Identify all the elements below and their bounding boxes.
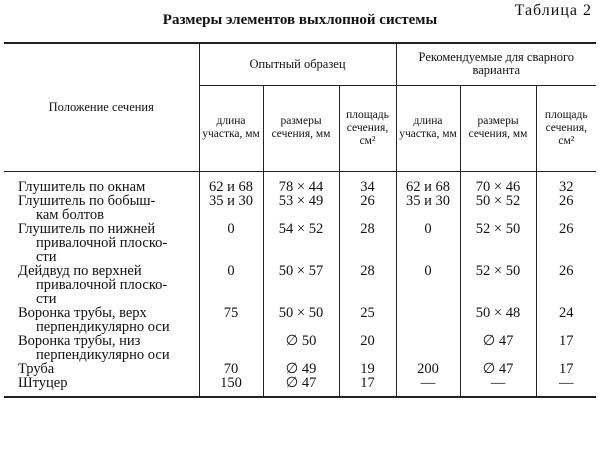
table-row [4,264,596,306]
cell-prototype-length: 0 [199,264,263,306]
position-line: привалочной плоско- [36,276,168,293]
cell-position [4,222,199,264]
cell-prototype-section-area: 19 [339,362,396,376]
cell-position [4,376,199,397]
cell-recommended-section-area: 26 [536,264,596,306]
header-group-prototype: Опытный образец [199,43,396,85]
cell-prototype-section-size: 50 × 57 [263,264,339,306]
cell-recommended-section-size: 50 × 48 [460,306,536,334]
position-line: Штуцер [18,374,68,391]
table-row [4,171,596,194]
header-prototype-section-size: размеры сечения, мм [263,85,339,171]
cell-prototype-length: 150 [199,376,263,397]
table-row [4,194,596,222]
cell-prototype-section-area: 25 [339,306,396,334]
header-group-recommended: Рекомендуемые для сварного варианта [396,43,596,85]
cell-recommended-length: 35 и 30 [396,194,460,222]
header-recommended-section-area: площадь сечения, см² [536,85,596,171]
cell-prototype-section-size: 53 × 49 [263,194,339,222]
exhaust-dimensions-table [4,42,596,398]
cell-recommended-section-area: — [536,376,596,397]
header-position: Положение сечения [4,43,199,171]
cell-prototype-section-area: 28 [339,264,396,306]
cell-prototype-section-size: ∅ 50 [263,334,339,362]
table-title: Размеры элементов выхлопной системы [162,12,438,28]
cell-prototype-length: 62 и 68 [199,171,263,194]
position-line: Дейдвуд по верхней [18,262,142,279]
cell-prototype-section-size: 50 × 50 [263,306,339,334]
cell-position [4,306,199,334]
cell-recommended-section-size: 52 × 50 [460,264,536,306]
cell-recommended-section-size: 50 × 52 [460,194,536,222]
table-row [4,222,596,264]
cell-prototype-section-area: 34 [339,171,396,194]
table-row [4,334,596,362]
cell-prototype-length: 0 [199,222,263,264]
cell-prototype-section-size: 78 × 44 [263,171,339,194]
cell-prototype-section-size: ∅ 47 [263,376,339,397]
position-line: сти [36,248,57,265]
cell-recommended-section-area: 26 [536,194,596,222]
position-line: кам болтов [36,206,104,223]
position-line: Глушитель по окнам [18,178,146,195]
cell-recommended-section-size: 52 × 50 [460,222,536,264]
cell-prototype-section-area: 20 [339,334,396,362]
position-line: привалочной плоско- [36,234,168,251]
table-row [4,376,596,397]
cell-prototype-section-size: ∅ 49 [263,362,339,376]
cell-recommended-section-area: 32 [536,171,596,194]
cell-recommended-length [396,334,460,362]
cell-recommended-section-area: 17 [536,362,596,376]
position-line: Глушитель по бобыш- [18,192,156,209]
cell-recommended-length: 0 [396,264,460,306]
cell-prototype-section-area: 28 [339,222,396,264]
cell-recommended-section-size: — [460,376,536,397]
position-line: Глушитель по нижней [18,220,156,237]
cell-prototype-length: 75 [199,306,263,334]
cell-position [4,362,199,376]
position-line: перпендикулярно оси [36,318,170,335]
table-number-label: Таблица 2 [514,2,592,19]
cell-position [4,194,199,222]
table-body [4,171,596,397]
cell-recommended-section-size: ∅ 47 [460,334,536,362]
cell-prototype-length: 70 [199,362,263,376]
position-line: Воронка трубы, верх [18,304,147,321]
cell-position [4,264,199,306]
table-row [4,306,596,334]
header-prototype-section-area: площадь сечения, см² [339,85,396,171]
cell-recommended-length: 62 и 68 [396,171,460,194]
cell-recommended-length: — [396,376,460,397]
position-line: сти [36,290,57,307]
position-line: перпендикулярно оси [36,346,170,363]
cell-recommended-section-size: 70 × 46 [460,171,536,194]
cell-recommended-section-size: ∅ 47 [460,362,536,376]
cell-recommended-length [396,306,460,334]
cell-recommended-length: 0 [396,222,460,264]
cell-prototype-length [199,334,263,362]
cell-recommended-length: 200 [396,362,460,376]
cell-recommended-section-area: 24 [536,306,596,334]
cell-prototype-section-area: 26 [339,194,396,222]
cell-recommended-section-area: 17 [536,334,596,362]
cell-prototype-length: 35 и 30 [199,194,263,222]
header-recommended-length: длина участка, мм [396,85,460,171]
cell-recommended-section-area: 26 [536,222,596,264]
cell-position [4,334,199,362]
position-line: Воронка трубы, низ [18,332,141,349]
header-prototype-length: длина участка, мм [199,85,263,171]
cell-prototype-section-size: 54 × 52 [263,222,339,264]
table-row [4,362,596,376]
cell-position [4,171,199,194]
header-recommended-section-size: размеры сечения, мм [460,85,536,171]
cell-prototype-section-area: 17 [339,376,396,397]
position-line: Труба [18,360,55,377]
